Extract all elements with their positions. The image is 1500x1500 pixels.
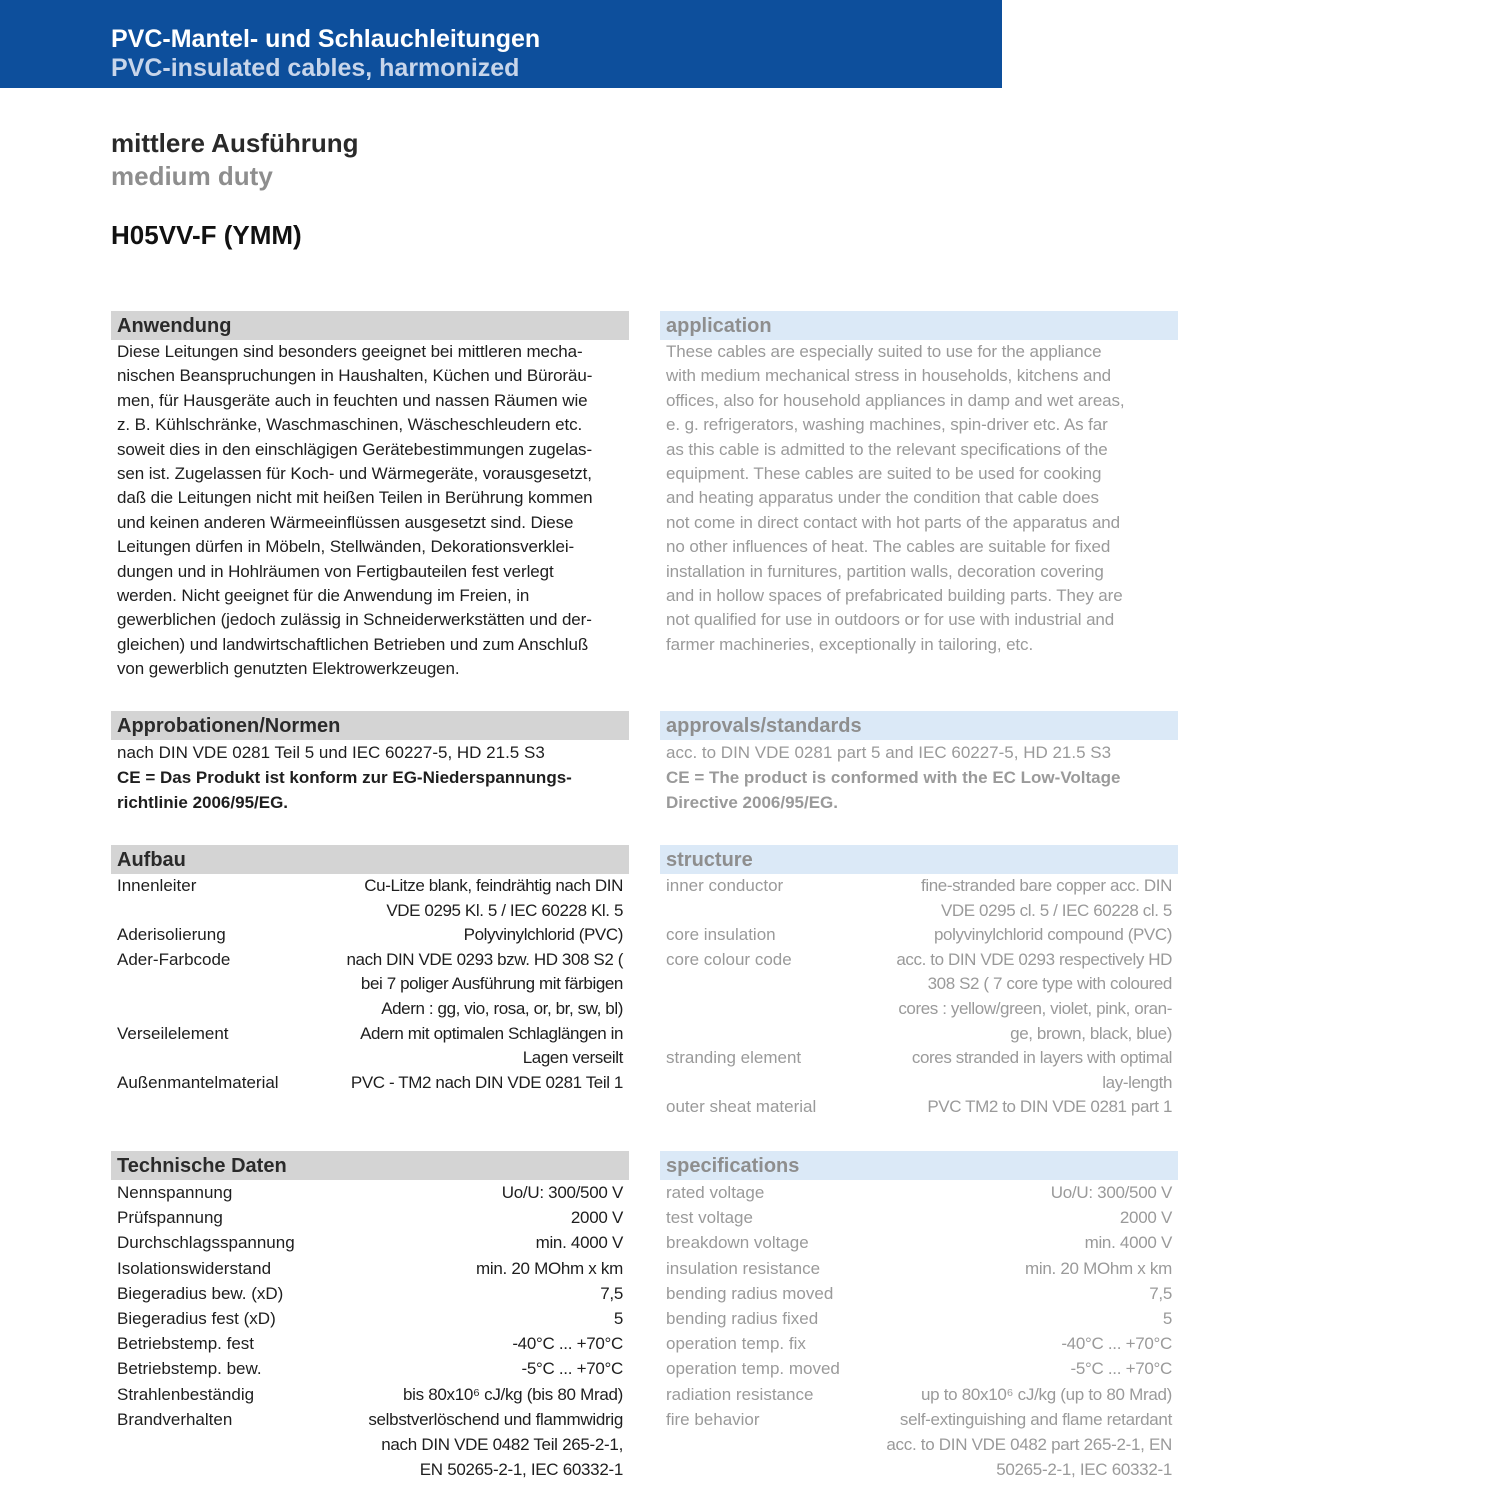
spec-row	[117, 1382, 623, 1407]
spec-row	[666, 1230, 1172, 1255]
section-specifications-en	[660, 1151, 1178, 1482]
spec-row	[666, 1306, 1172, 1331]
section-approvals-de	[111, 711, 629, 815]
row-value: -5°C ... +70°C	[521, 1359, 623, 1379]
row-label: Betriebstemp. fest	[117, 1334, 255, 1354]
section-heading: Aufbau	[111, 845, 629, 874]
row-value: -40°C ... +70°C	[1061, 1334, 1172, 1354]
row-value: min. 20 MOhm x km	[476, 1258, 623, 1278]
row-value: fine-stranded bare copper acc. DIN VDE 0295 cl. 5 / IEC 60228 cl. 5	[921, 876, 1172, 920]
structure-row	[666, 1095, 1172, 1120]
spec-row	[117, 1205, 623, 1230]
row-value: up to 80x10⁶ cJ/kg (up to 80 Mrad)	[921, 1384, 1172, 1404]
structure-rows	[660, 874, 1178, 1120]
row-label: breakdown voltage	[666, 1233, 809, 1253]
row-label: core insulation	[666, 925, 776, 945]
section-specifications-de	[111, 1151, 629, 1482]
row-label: outer sheat material	[666, 1097, 817, 1117]
row-label: operation temp. fix	[666, 1334, 806, 1354]
approvals-ce-line: CE = Das Produkt ist konform zur EG-Niederspannungs-	[117, 768, 572, 787]
row-value: 7,5	[600, 1283, 623, 1303]
row-label: Prüfspannung	[117, 1208, 223, 1228]
row-label: Biegeradius bew. (xD)	[117, 1283, 284, 1303]
row-value: Polyvinylchlorid (PVC)	[463, 925, 623, 945]
spec-rows	[111, 1180, 629, 1482]
row-label: fire behavior	[666, 1409, 760, 1429]
row-label: Brandverhalten	[117, 1409, 233, 1429]
section-application-en	[660, 311, 1178, 657]
structure-row	[666, 1046, 1172, 1095]
row-label: Innenleiter	[117, 876, 197, 895]
structure-row	[117, 1022, 623, 1071]
spec-row	[117, 1256, 623, 1281]
row-value: PVC TM2 to DIN VDE 0281 part 1	[927, 1097, 1172, 1117]
approvals-line: acc. to DIN VDE 0281 part 5 and IEC 60227-5, HD 21.5 S3	[666, 743, 1112, 762]
section-approvals-en	[660, 711, 1178, 815]
row-label: bending radius moved	[666, 1283, 834, 1303]
row-value: Uo/U: 300/500 V	[1050, 1183, 1172, 1202]
cable-type-title: H05VV-F (YMM)	[111, 220, 302, 250]
row-label: Strahlenbeständig	[117, 1384, 255, 1404]
section-heading: structure	[660, 845, 1178, 874]
spec-row	[666, 1256, 1172, 1281]
row-value: 2000 V	[1119, 1208, 1172, 1228]
spec-row	[117, 1356, 623, 1381]
section-heading: specifications	[660, 1151, 1178, 1180]
spec-row	[117, 1306, 623, 1331]
row-value: Cu-Litze blank, feindrähtig nach DIN VDE 0295 Kl. 5 / IEC 60228 Kl. 5	[364, 876, 623, 920]
subtitle-en: medium duty	[111, 161, 273, 191]
spec-row	[666, 1407, 1172, 1483]
row-label: bending radius fixed	[666, 1309, 819, 1329]
row-label: Biegeradius fest (xD)	[117, 1309, 276, 1329]
approvals-line: nach DIN VDE 0281 Teil 5 und IEC 60227-5, HD 21.5 S3	[117, 743, 545, 762]
row-label: rated voltage	[666, 1183, 765, 1202]
banner-title-en: PVC-insulated cables, harmonized	[111, 54, 520, 82]
row-value: min. 4000 V	[1084, 1233, 1172, 1253]
spec-row	[666, 1356, 1172, 1381]
row-value: acc. to DIN VDE 0293 respectively HD 308 S2 ( 7 core type with coloured cores : yellow/green, violet, pink, oran- ge, brown, black, blue)	[896, 949, 1172, 1043]
spec-row	[117, 1331, 623, 1356]
spec-rows	[660, 1180, 1178, 1482]
row-value: 2000 V	[570, 1208, 623, 1228]
spec-row	[117, 1230, 623, 1255]
row-value: 5	[1162, 1309, 1172, 1329]
approvals-ce-line: Directive 2006/95/EG.	[666, 793, 839, 812]
banner-title-de: PVC-Mantel- und Schlauchleitungen	[111, 25, 541, 53]
structure-row	[666, 923, 1172, 948]
section-structure-de	[111, 845, 629, 1095]
section-structure-en	[660, 845, 1178, 1120]
row-label: Isolationswiderstand	[117, 1258, 272, 1278]
row-value: polyvinylchlorid compound (PVC)	[934, 925, 1172, 945]
approvals-ce-line: CE = The product is conformed with the EC Low-Voltage	[666, 768, 1121, 787]
approvals-ce-line: richtlinie 2006/95/EG.	[117, 793, 289, 812]
row-value: self-extinguishing and flame retardant acc. to DIN VDE 0482 part 265-2-1, EN 50265-2-1, IEC 60332-1	[886, 1409, 1172, 1480]
application-text-en: These cables are especially suited to use for the appliance with medium mechanical stress in households, kitchens and offices, also for household appliances in damp and wet areas, e. g. refrigerators, washing machines, spin-driver etc. As far as this cable is admitted to the relevant specifications of the equipment. These cables are suited to be used for cooking and heating apparatus under the condition that cable does not come in direct contact with hot parts of the apparatus and no other influences of heat. The cables are suitable for fixed installation in furnitures, partition walls, decoration covering and in hollow spaces of prefabricated building parts. They are not qualified for use in outdoors or for use with industrial and farmer machineries, exceptionally in tailoring, etc.	[666, 342, 1125, 654]
row-label: Aderisolierung	[117, 925, 226, 945]
section-application-de	[111, 311, 629, 682]
row-value: min. 20 MOhm x km	[1025, 1258, 1172, 1278]
section-heading: Technische Daten	[111, 1151, 629, 1180]
row-label: Ader-Farbcode	[117, 949, 231, 969]
row-value: cores stranded in layers with optimal lay-length	[911, 1048, 1172, 1092]
spec-row	[117, 1407, 623, 1483]
row-label: Verseilelement	[117, 1023, 229, 1043]
structure-row	[117, 874, 623, 923]
structure-row	[666, 948, 1172, 1046]
section-heading: application	[660, 311, 1178, 340]
row-value: 5	[613, 1309, 623, 1329]
structure-row	[666, 874, 1172, 923]
spec-row	[666, 1281, 1172, 1306]
row-label: Außenmantelmaterial	[117, 1072, 279, 1092]
row-label: core colour code	[666, 949, 792, 969]
header-banner	[0, 0, 1002, 88]
spec-row	[666, 1382, 1172, 1407]
row-value: min. 4000 V	[535, 1233, 623, 1253]
row-value: nach DIN VDE 0293 bzw. HD 308 S2 ( bei 7 poliger Ausführung mit färbigen Adern : gg, vio, rosa, or, br, sw, bl)	[346, 949, 623, 1018]
structure-row	[117, 1071, 623, 1096]
structure-rows	[111, 874, 629, 1095]
row-value: Adern mit optimalen Schlaglängen in Lagen verseilt	[360, 1023, 623, 1068]
row-value: selbstverlöschend und flammwidrig nach DIN VDE 0482 Teil 265-2-1, EN 50265-2-1, IEC 60332-1	[368, 1409, 623, 1480]
spec-row	[117, 1180, 623, 1205]
row-value: Uo/U: 300/500 V	[501, 1183, 623, 1202]
section-heading: Anwendung	[111, 311, 629, 340]
row-label: test voltage	[666, 1208, 753, 1228]
row-value: -40°C ... +70°C	[512, 1334, 623, 1354]
row-value: -5°C ... +70°C	[1070, 1359, 1172, 1379]
spec-row	[117, 1281, 623, 1306]
row-value: PVC - TM2 nach DIN VDE 0281 Teil 1	[350, 1072, 623, 1092]
structure-row	[117, 923, 623, 948]
row-label: inner conductor	[666, 876, 784, 895]
row-label: radiation resistance	[666, 1384, 814, 1404]
row-label: operation temp. moved	[666, 1359, 840, 1379]
structure-row	[117, 948, 623, 1022]
row-label: insulation resistance	[666, 1258, 821, 1278]
section-heading: Approbationen/Normen	[111, 711, 629, 740]
section-heading: approvals/standards	[660, 711, 1178, 740]
row-value: bis 80x10⁶ cJ/kg (bis 80 Mrad)	[402, 1384, 623, 1404]
row-label: stranding element	[666, 1048, 802, 1068]
row-label: Betriebstemp. bew.	[117, 1359, 262, 1379]
spec-row	[666, 1180, 1172, 1205]
spec-row	[666, 1331, 1172, 1356]
application-text-de: Diese Leitungen sind besonders geeignet bei mittleren mecha- nischen Beanspruchungen in Haushalten, Küchen und Büroräu- men, für Hausgeräte auch in feuchten und nassen Räumen wie z. B. Kühlschränke, Waschmaschinen, Wäscheschleudern etc. soweit dies in den einschlägigen Gerätebestimmungen zugelas- sen ist. Zugelassen für Koch- und Wärmegeräte, vorausgesetzt, daß die Leitungen nicht mit heißen Teilen in Berührung kommen und keinen anderen Wärmeeinflüssen ausgesetzt sind. Diese Leitungen dürfen in Möbeln, Stellwänden, Dekorationsverklei- dungen und in Hohlräumen von Fertigbauteilen fest verlegt werden. Nicht geeignet für die Anwendung im Freien, in gewerblichen (jedoch zulässig in Schneiderwerkstätten und der- gleichen) und landwirtschaftlichen Betrieben und zum Anschluß von gewerblich genutzten Elektrowerkzeugen.	[117, 342, 593, 679]
row-label: Nennspannung	[117, 1183, 233, 1202]
row-label: Durchschlagsspannung	[117, 1233, 295, 1253]
subtitle-de: mittlere Ausführung	[111, 128, 359, 158]
row-value: 7,5	[1149, 1283, 1172, 1303]
spec-row	[666, 1205, 1172, 1230]
